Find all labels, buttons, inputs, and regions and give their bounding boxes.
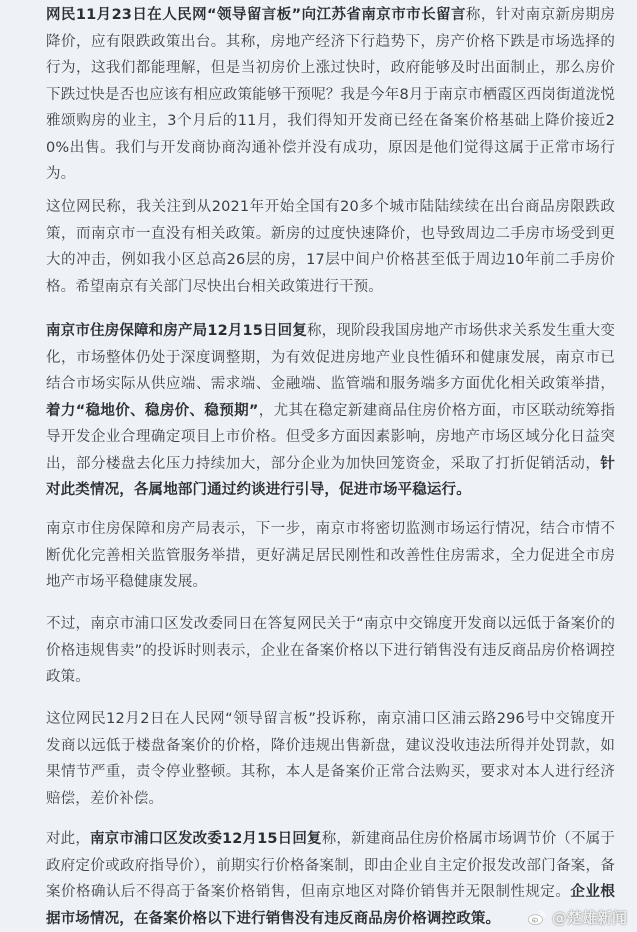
paragraph-5: [46, 611, 615, 691]
weibo-logo-icon: [527, 908, 547, 928]
emphasis-text: 网民11月23日在人民网“领导留言板”向江苏省南京市市长留言: [46, 7, 466, 23]
body-text: 这位网民12月2日在人民网“领导留言板”投诉称，南京浦口区浦云路296号中交锦度开发商以远低于楼盘备案价的价格，降价违规出售新盘，建议没收违法所得并处罚款，如果情节严重，责令停业整顿。其称，本人是备案价正常合法购买，要求对本人进行经济赔偿，差价补偿。: [46, 711, 615, 807]
emphasis-text: 南京市住房保障和房产局12月15日回复: [46, 323, 307, 339]
emphasis-text: 南京市浦口区发改委12月15日回复: [90, 831, 322, 847]
paragraph-2: [46, 194, 615, 300]
body-text: 称，现阶段我国房地产市场供求关系发生重大变化，市场整体仍处于深度调整期，为有效促进房地产业良性循环和健康发展，南京市已结合市场实际从供应端、需求端、金融端、监管端和服务端多方面优化相关政策举措，: [46, 323, 615, 392]
body-text: 不过，南京市浦口区发改委同日在答复网民关于“南京中交锦度开发商以远低于备案价的价格违规售卖”的投诉时则表示，企业在备案价格以下进行销售没有违反商品房价格调控政策。: [46, 616, 615, 685]
emphasis-text: 企业根据市场情况，在备案价格以下进行销售没有违反商品房价格调控政策。: [46, 884, 616, 927]
emphasis-text: 着力“稳地价、稳房价、稳预期”: [46, 402, 259, 419]
watermark-text: @楚雄新闻: [551, 909, 627, 927]
body-text: 这位网民称，我关注到从2021年开始全国有20多个城市陆陆续续在出台商品房限跌政策，而南京市一直没有相关政策。新房的过度快速降价，也导致周边二手房市场受到更大的冲击，例如我小区总高26层的房，17层中间户价格甚至低于周边10年前二手房价格。希望南京有关部门尽快出台相关政策进行干预。: [46, 199, 615, 295]
paragraph-3: [46, 318, 615, 504]
body-text: 称，针对南京新房期房降价，应有限跌政策出台。其称，房地产经济下行趋势下，房产价格下跌是市场选择的行为，这我们都能理解，但是当初房价上涨过快时，政府能够及时出面制止，那么房价下跌过快是否也应该有相应政策能够干预呢？我是今年8月于南京市栖霞区西岗街道泷悦雅颂购房的业主，3个月后的11月，我们得知开发商已经在备案价格基础上降价接近20%出售。我们与开发商协商沟通补偿并没有成功，原因是他们觉得这属于正常市场行为。: [46, 7, 615, 182]
emphasis-text: 针对此类情况，各属地部门通过约谈进行引导，促进市场平稳运行。: [46, 455, 615, 498]
paragraph-1: [46, 2, 615, 188]
body-text: ，尤其在稳定新建商品住房价格方面，市区联动统筹指导开发企业合理确定项目上市价格。但受多方面因素影响，房地产市场区域分化日益突出，部分楼盘去化压力持续加大，部分企业为加快回笼资金，采取了打折促销活动，: [46, 402, 615, 472]
watermark: [527, 907, 627, 928]
paragraph-4: [46, 516, 615, 596]
body-text: 对此，: [46, 831, 91, 847]
body-text: 南京市住房保障和房产局表示，下一步，南京市将密切监测市场运行情况，结合市情不断优化完善相关监管服务举措，更好满足居民刚性和改善性住房需求，全力促进全市房地产市场平稳健康发展。: [46, 521, 615, 590]
body-text: 称，新建商品住房价格属市场调节价（不属于政府定价或政府指导价），前期实行价格备案制，即由企业自主定价报发改部门备案，备案价格确认后不得高于备案价格销售，但南京地区对降价销售并无限制性规定。: [46, 831, 616, 900]
paragraph-6: [46, 706, 615, 812]
